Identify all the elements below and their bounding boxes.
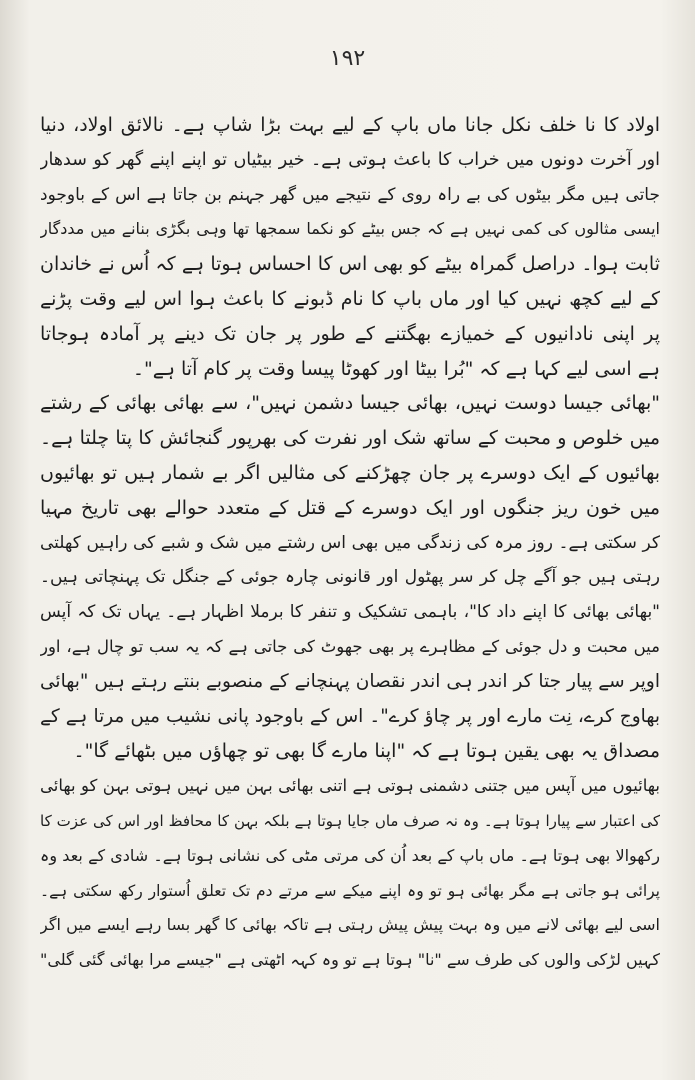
text-line: کی اعتبار سے پیارا ہوتا ہے۔ وہ نہ صرف ماں جایا ہوتا ہے بلکہ بہن کا محافظ اور اس کی عزت کا	[40, 811, 660, 830]
text-line: ایسی مثالوں کی کمی نہیں ہے کہ جس بیٹے کو نکما سمجھا تھا وہی بگڑی بنانے میں مددگار	[40, 219, 660, 239]
text-line: پر اپنی نادانیوں کے خمیازے بھگتنے کے طور پر جان تک دینے پر آمادہ ہوجاتا	[40, 322, 660, 345]
body-text	[40, 108, 660, 978]
text-line: "بھائی جیسا دوست نہیں، بھائی جیسا دشمن نہیں"، سے بھائی بھائی کے رشتے	[40, 392, 660, 415]
text-line: اولاد کا نا خلف نکل جانا ماں باپ کے لیے بہت بڑا شاپ ہے۔ نالائق اولاد، دنیا	[40, 114, 660, 136]
text-line: بھائیوں میں آپس میں جتنی دشمنی ہوتی ہے اتنی بھائی بہن میں نہیں ہوتی بہن کو بھائی	[40, 776, 660, 796]
text-line: کے لیے کچھ نہیں کیا اور ماں باپ کا نام ڈبونے کا باعث ہوا اس لیے وقت پڑنے	[40, 287, 660, 310]
text-line: اسی لیے بھائی لانے میں وہ بہت پیش پیش رہتی ہے تاکہ بھائی کا گھر بسا رہے ایسے میں اگر	[40, 915, 660, 935]
text-line: میں خلوص و محبت کے ساتھ شک اور نفرت کی بھرپور گنجائش کا پتا چلتا ہے۔	[40, 427, 660, 450]
text-line: مصداق یہ بھی یقین ہوتا ہے کہ "اپنا مارے گا بھی تو چھاؤں میں بٹھائے گا"۔	[73, 740, 660, 763]
text-line: اور آخرت دونوں میں خراب کا باعث ہوتی ہے۔ خیر بیٹیاں تو اپنے اپنے گھر کو سدھار	[40, 149, 660, 170]
text-line: پرائی ہو جاتی ہے مگر بھائی ہو تو وہ اپنے میکے سے مرتے دم تک تعلق اُستوار رکھ سکتی ہے۔	[40, 881, 660, 900]
text-line: میں خون ریز جنگوں اور ایک دوسرے کے قتل کے متعدد حوالے بھی تاریخ مہیا	[40, 496, 660, 519]
text-line: بھاوج کرے، نِت مارے اور پر چاؤ کرے"۔ اس کے باوجود پانی نشیب میں مرتا ہے کے	[40, 705, 660, 727]
text-line: ثابت ہوا۔ دراصل گمراہ بیٹے کو بھی اس کا احساس ہوتا ہے کہ اُس نے خاندان	[40, 253, 660, 276]
text-line: رکھوالا بھی ہوتا ہے۔ ماں باپ کے بعد اُن کی مرتی مٹی کی نشانی ہوتا ہے۔ شادی کے بعد وہ	[40, 845, 660, 865]
text-line: ہے اسی لیے کہا ہے کہ "بُرا بیٹا اور کھوٹا پیسا وقت پر کام آتا ہے"۔	[132, 357, 660, 380]
text-line: جاتی ہیں مگر بیٹوں کی بے راہ روی کے نتیجے میں گھر جہنم بن جاتا ہے اس کے باوجود	[40, 184, 660, 205]
text-line: اوپر سے پیار جتا کر اندر ہی اندر نقصان پہنچانے کے منصوبے بنتے رہتے ہیں "بھائی	[40, 670, 660, 692]
text-line: کر سکتی ہے۔ روز مرہ کی زندگی میں بھی اس رشتے میں شک و شبے کی راہیں کھلتی	[40, 532, 660, 553]
text-line: میں محبت و دل جوئی کے مظاہرے پر بھی جھوٹ کی جاتی ہے کہ یہ سب تو چال ہے، اور	[40, 636, 660, 656]
text-line: بھائیوں کے ایک دوسرے پر جان چھڑکنے کی مثالیں اگر بے شمار ہیں تو بھائیوں	[40, 461, 660, 484]
text-line: کہیں لڑکی والوں کی طرف سے "نا" ہوتا ہے تو وہ کہہ اٹھتی ہے "جیسے مرا بھائی گئی گلی"	[40, 950, 660, 970]
text-line: "بھائی بھائی کا اپنے داد کا"، باہمی تشکیک و تنفر کا برملا اظہار ہے۔ یہاں تک کہ آپس	[40, 602, 660, 623]
text-line: رہتی ہیں جو آگے چل کر سر پھٹول اور قانونی چارہ جوئی کے جنگل تک پہنچاتی ہیں۔	[40, 567, 660, 588]
page-number: ۱۹۲	[329, 46, 366, 71]
